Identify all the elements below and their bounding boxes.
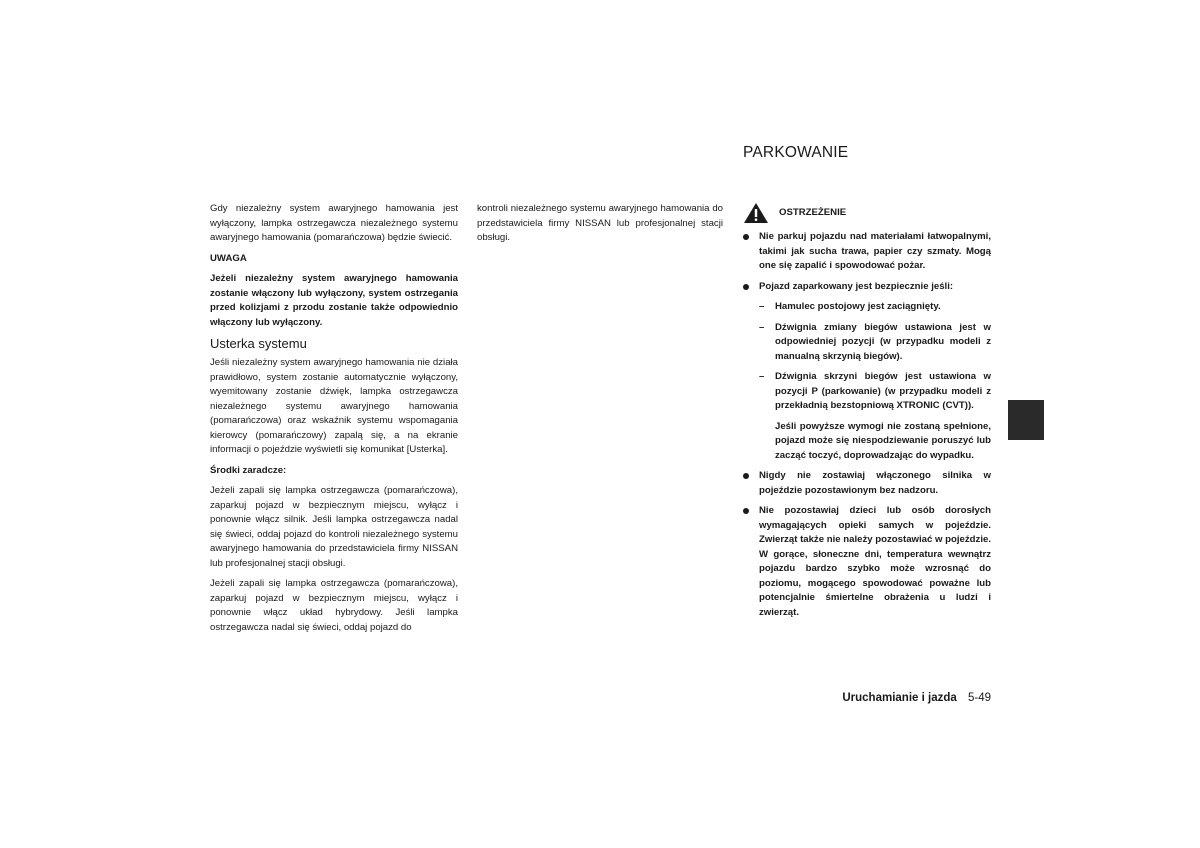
paragraph-system-fault: Jeśli niezależny system awaryjnego hamowania nie działa prawidłowo, system zostanie automatycznie wyłączony, wyemitowany zostanie dźwięk, lampka ostrzegawcza niezależnego systemu awaryjnego hamowania (pomarańczowa) oraz wskaźnik systemu wspomagania kierowcy (pomarańczowy) zapalą się, a na ekranie informacji o pojeździe wyświetli się komunikat [Usterka]. [210, 357, 458, 455]
dash-text: Dźwignia zmiany biegów ustawiona jest w odpowiedniej pozycji (w przypadku modeli z manualną skrzynią biegów). [775, 321, 991, 362]
dash-text: Hamulec postojowy jest zaciągnięty. [775, 301, 941, 312]
bullet-dot-icon [743, 284, 749, 290]
column-left [210, 202, 458, 641]
bullet-text: Nigdy nie zostawiaj włączonego silnika w pojeździe pozostawionym bez nadzoru. [759, 470, 991, 496]
chapter-tab-marker [1008, 400, 1044, 440]
bullet-item [743, 504, 991, 620]
dash-symbol: – [759, 301, 765, 312]
section-title: PARKOWANIE [743, 144, 849, 161]
warning-label: OSTRZEŻENIE [779, 206, 847, 218]
paragraph-remedy-engine: Jeżeli zapali się lampka ostrzegawcza (pomarańczowa), zaparkuj pojazd w bezpiecznym miejscu, wyłącz i ponownie włącz silnik. Jeśli lampka ostrzegawcza nadal się świeci, oddaj pojazd do kontroli niezależnego systemu awaryjnego hamowania do przedstawiciela firmy NISSAN lub profesjonalnej stacji obsługi. [210, 485, 458, 569]
dash-note: Jeśli powyższe wymogi nie zostaną spełnione, pojazd może się niespodziewanie poruszyć lub zacząć toczyć, doprowadzając do wypadku. [775, 420, 991, 461]
paragraph-aeb-off: Gdy niezależny system awaryjnego hamowania jest wyłączony, lampka ostrzegawcza niezależnego systemu awaryjnego hamowania (pomarańczowa) będzie świecić. [210, 203, 458, 243]
bullet-text: Nie pozostawiaj dzieci lub osób dorosłych wymagających opieki samych w pojeździe. Zwierząt także nie należy pozostawiać w pojeździe. W gorące, słoneczne dni, temperatura wewnątrz pojazdu bardzo szybko może wzrosnąć do poziomu, mogącego spowodować poważne lub potencjalnie śmiertelne obrażenia u ludzi i zwierząt. [759, 505, 991, 618]
note-text: Jeżeli niezależny system awaryjnego hamowania zostanie włączony lub wyłączony, system ostrzegania przed kolizjami z przodu zostanie także odpowiednio włączony lub wyłączony. [210, 273, 458, 328]
warning-triangle-icon [743, 202, 769, 224]
bullet-item [743, 469, 991, 498]
column-middle [477, 202, 723, 252]
bullet-text: Pojazd zaparkowany jest bezpiecznie jeśli: [759, 280, 954, 292]
page-number: 5-49 [967, 692, 991, 704]
column-right [743, 202, 991, 626]
bullet-item [743, 230, 991, 274]
bullet-item [743, 280, 991, 295]
bullet-text: Nie parkuj pojazdu nad materiałami łatwopalnymi, takimi jak sucha trawa, papier czy szmaty. Mogą one się zapalić i spowodować pożar. [759, 231, 991, 271]
bullet-dot-icon [743, 473, 749, 479]
dash-symbol: – [759, 371, 765, 382]
note-heading: UWAGA [210, 252, 247, 264]
dash-symbol: – [759, 321, 765, 333]
dash-item [743, 321, 991, 365]
bullet-dot-icon [743, 508, 749, 514]
footer-section-name: Uruchamianie i jazda [842, 692, 957, 704]
subheading-system-fault: Usterka systemu [210, 336, 307, 351]
remedy-heading: Środki zaradcze: [210, 464, 287, 476]
dash-item [743, 370, 991, 414]
bullet-dot-icon [743, 234, 749, 240]
dash-item [743, 300, 991, 315]
warning-header [743, 202, 991, 224]
paragraph-continued: kontroli niezależnego systemu awaryjnego hamowania do przedstawiciela firmy NISSAN lub profesjonalnej stacji obsługi. [477, 203, 723, 243]
paragraph-remedy-hybrid: Jeżeli zapali się lampka ostrzegawcza (pomarańczowa), zaparkuj pojazd w bezpiecznym miejscu, wyłącz i ponownie włącz układ hybrydowy. Jeśli lampka ostrzegawcza nadal się świeci, oddaj pojazd do [210, 578, 458, 633]
page-footer [743, 692, 991, 704]
dash-text: Dźwignia skrzyni biegów jest ustawiona w pozycji P (parkowanie) (w przypadku modeli z przekładnią bezstopniową XTRONIC (CVT)). [775, 371, 991, 411]
